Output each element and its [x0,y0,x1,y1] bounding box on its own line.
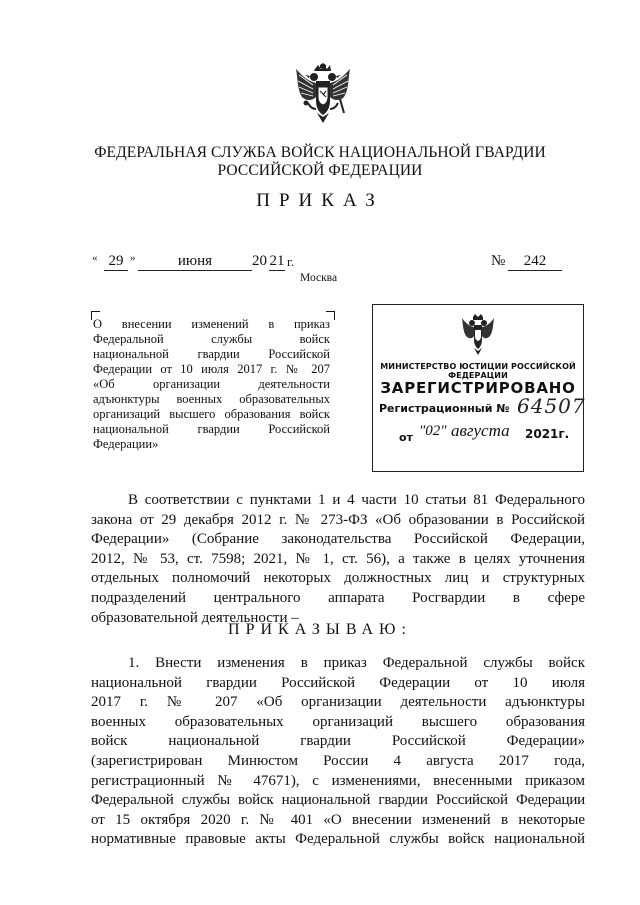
stamp-from-month: августа [451,421,510,440]
date-month: июня [138,253,252,271]
order-subject [93,317,330,452]
subject-line: адъюнктуры военных образовательных [93,392,330,406]
date-line [92,253,592,273]
order-directive-word: ПРИКАЗЫВАЮ: [228,621,412,638]
stamp-from-label: от [399,431,413,444]
paragraph-line: национальной гвардии Российской Федерации от 10 июля [91,674,585,691]
subject-line: национальной гвардии Российской [93,347,330,361]
organization-name-line1: ФЕДЕРАЛЬНАЯ СЛУЖБА ВОЙСК НАЦИОНАЛЬНОЙ ГВАРДИИ [94,144,546,161]
date-day: 29 [104,253,128,271]
subject-line: Федеральной службы войск [93,332,330,346]
date-year-prefix: 20 [252,253,267,269]
paragraph-line: 2012, № 53, ст. 7598; 2021, № 1, ст. 56), а также в целях уточнения [91,550,585,567]
stamp-ministry: МИНИСТЕРСТВО ЮСТИЦИИ РОССИЙСКОЙ ФЕДЕРАЦИИ [380,362,576,380]
document-title: ПРИКАЗ [256,190,384,211]
paragraph-line: 2017 г. № 207 «Об организации деятельности адъюнктуры [91,694,585,711]
paragraph-line: Федеральной службы войск национальной гвардии Российской Федерации [91,792,585,809]
paragraph-line: закона от 29 декабря 2012 г. № 273-ФЗ «Об образовании в Российской [91,511,585,528]
stamp-emblem-icon [461,313,495,357]
paragraph-line: отдельных полномочий некоторых должностных лиц и структурных [91,570,585,587]
paragraph-line: Федерации» (Собрание законодательства Российской Федерации, [91,531,585,548]
organization-name-line2: РОССИЙСКОЙ ФЕДЕРАЦИИ [217,162,423,179]
subject-line: «Об организации деятельности [93,377,330,391]
registration-stamp [372,304,584,472]
paragraph-line: В соответствии с пунктами 1 и 4 части 10 статьи 81 Федерального [128,492,585,508]
date-year-suffix: 21 [269,253,285,269]
order-number: 242 [508,253,562,271]
paragraph-line: военных образовательных организаций высшего образования [91,713,585,730]
paragraph-line: подразделений центрального аппарата Росгвардии в сфере [91,589,585,606]
paragraph-line: регистрационный № 47671), с изменениями, внесенными приказом [91,772,585,789]
subject-line: организаций высшего образования войск [93,407,330,421]
state-emblem-icon [294,63,352,127]
date-year-abbr: г. [287,254,295,269]
date-open-quote: « [92,252,98,264]
paragraph-line: войск национальной гвардии Российской Федерации» [91,733,585,750]
preamble-paragraph [91,491,585,628]
stamp-from-year: 2021г. [525,427,570,441]
paragraph-line: от 15 октября 2020 г. № 401 «О внесении изменений в некоторые [91,811,585,828]
stamp-reg-label: Регистрационный № [379,402,510,415]
subject-line: О внесении изменений в приказ [93,317,330,331]
item-1-paragraph [91,654,585,850]
paragraph-line: нормативные правовые акты Федеральной службы войск национальной [91,831,585,848]
city: Москва [300,272,338,284]
subject-line: Федерации» [93,437,159,451]
paragraph-line: 1. Внести изменения в приказ Федеральной службы войск [128,655,585,671]
subject-line: Федерации от 10 июля 2017 г. № 207 [93,362,330,376]
stamp-reg-number: 64507 [517,394,586,418]
order-number-label: № [491,253,506,269]
stamp-registered: ЗАРЕГИСТРИРОВАНО [380,379,576,397]
subject-line: национальной гвардии Российской [93,422,330,436]
paragraph-line: образовательной деятельности – [91,609,299,626]
paragraph-line: (зарегистрирован Минюстом России 4 августа 2017 года, [91,752,585,769]
stamp-from-day: "02" [419,423,447,439]
date-close-quote: » [130,252,136,264]
